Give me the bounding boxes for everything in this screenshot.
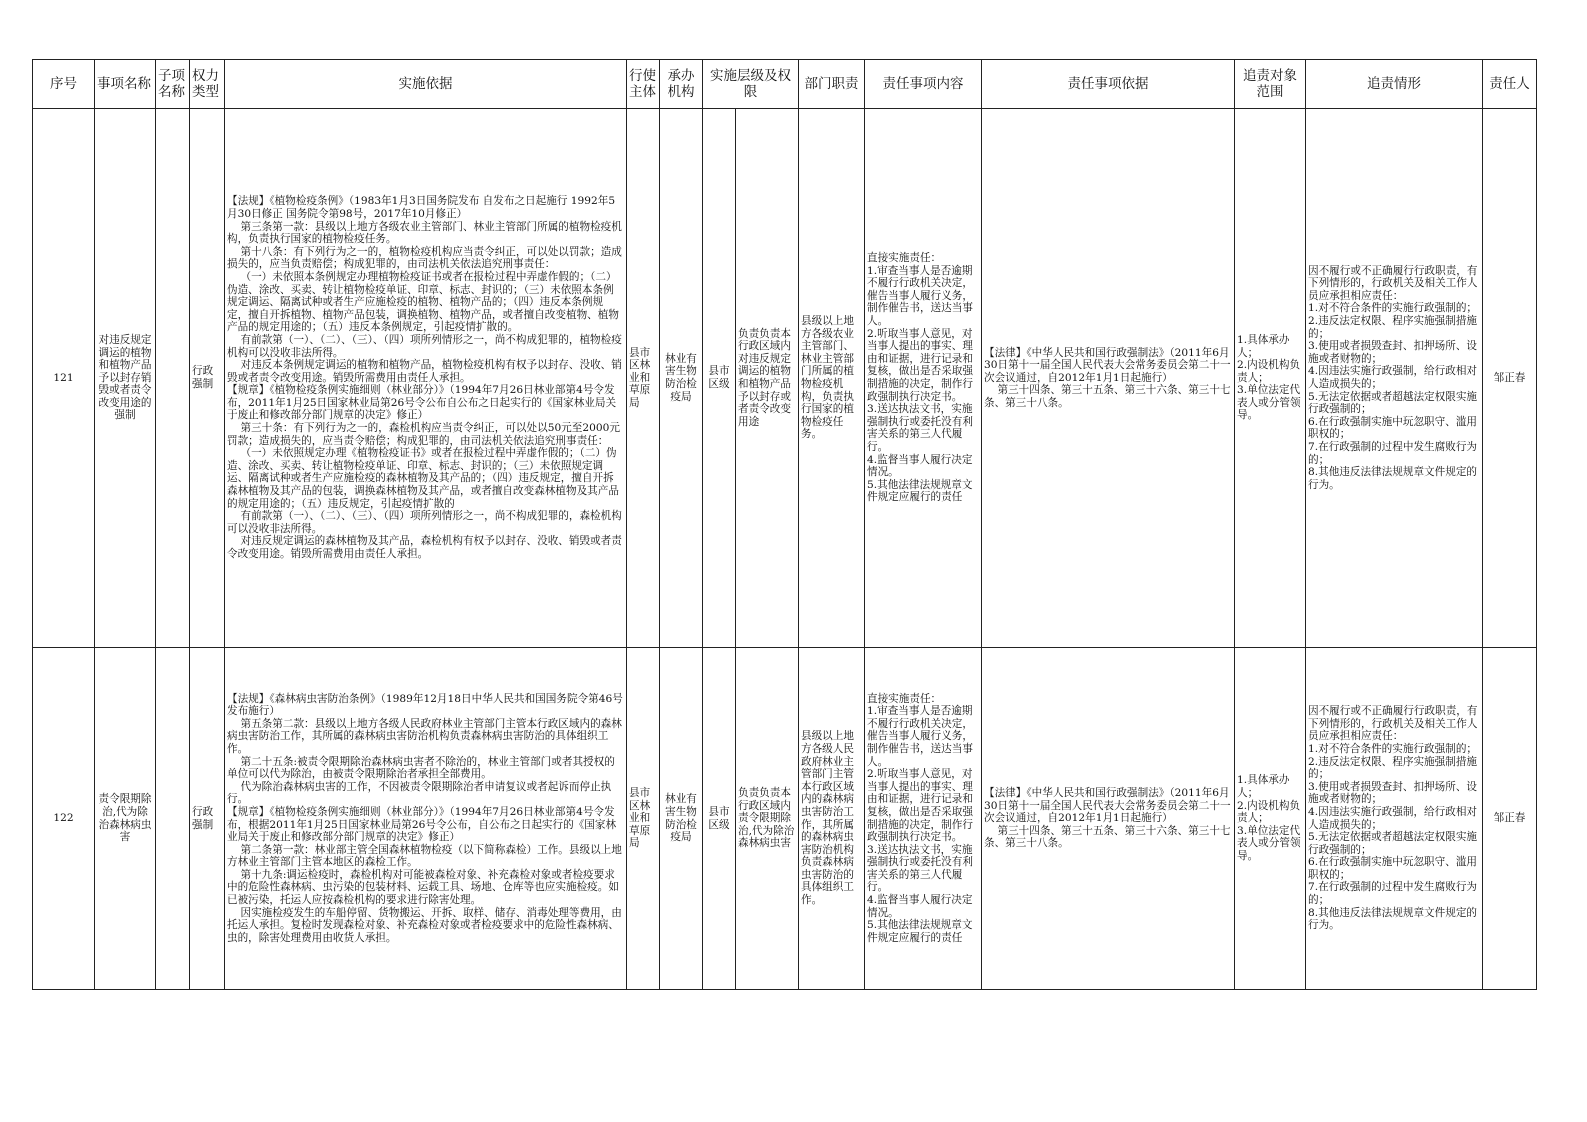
row-person: 邹正春	[1483, 109, 1537, 648]
row-item-name: 责令限期除治,代为除治森林病虫害	[95, 648, 156, 990]
row-seq: 122	[33, 648, 95, 990]
header-sub-item: 子项名称	[156, 60, 190, 109]
header-row	[33, 60, 1537, 109]
row-situation: 因不履行或不正确履行行政职责，有下列情形的，行政机关及相关工作人员应承担相应责任： 1.对不符合条件的实施行政强制的； 2.违反法定权限、程序实施强制措施的； 3.使用或者损毁查封、扣押场所、设施或者财物的； 4.因违法实施行政强制，给行政相对人造成损失的； 5.无法定依据或者超越法定权限实施行政强制的； 6.在行政强制实施中玩忽职守、滥用职权的； 7.在行政强制的过程中发生腐败行为的； 8.其他违反法律法规规章文件规定的行为。	[1306, 109, 1483, 648]
row-target: 1.具体承办人； 2.内设机构负责人； 3.单位法定代表人或分管领导。	[1235, 648, 1306, 990]
row-resp-basis: 【法律】《中华人民共和国行政强制法》（2011年6月30日第十一届全国人民代表大会常务委员会第二十一次会议通过，自2012年1月1日起施行） 第三十四条、第三十五条、第三十六条、第三十七条、第三十八条。	[982, 648, 1235, 990]
row-power-type: 行政强制	[190, 109, 225, 648]
row-sub-item	[156, 648, 190, 990]
header-situation: 追责情形	[1306, 60, 1483, 109]
header-level: 实施层级及权限	[703, 60, 799, 109]
row-situation: 因不履行或不正确履行行政职责，有下列情形的，行政机关及相关工作人员应承担相应责任： 1.对不符合条件的实施行政强制的； 2.违反法定权限、程序实施强制措施的； 3.使用或者损毁查封、扣押场所、设施或者财物的； 4.因违法实施行政强制，给行政相对人造成损失的； 5.无法定依据或者超越法定权限实施行政强制的； 6.在行政强制实施中玩忽职守、滥用职权的； 7.在行政强制的过程中发生腐败行为的； 8.其他违反法律法规规章文件规定的行为。	[1306, 648, 1483, 990]
header-undertaker: 承办机构	[660, 60, 703, 109]
row-level: 县市区级	[703, 109, 736, 648]
row-seq: 121	[33, 109, 95, 648]
row-level: 县市区级	[703, 648, 736, 990]
header-resp-content: 责任事项内容	[865, 60, 982, 109]
table-row	[33, 648, 1537, 990]
row-authority: 负责负责本行政区域内责令限期除治,代为除治森林病虫害	[736, 648, 799, 990]
header-duty: 部门职责	[799, 60, 865, 109]
header-resp-basis: 责任事项依据	[982, 60, 1235, 109]
table-row	[33, 109, 1537, 648]
row-item-name: 对违反规定调运的植物和植物产品予以封存销毁或者责令改变用途的强制	[95, 109, 156, 648]
row-subject: 县市区林业和草原局	[627, 648, 660, 990]
row-undertaker: 林业有害生物防治检疫局	[660, 109, 703, 648]
row-basis: 【法规】《植物检疫条例》（1983年1月3日国务院发布 自发布之日起施行 1992年5月30日修正 国务院令第98号，2017年10月修正） 第三条第一款：县级以上地方各级农业主管部门、林业主管部门所属的植物检疫机构，负责执行国家的植物检疫任务。 第十八条：有下列行为之一的，植物检疫机构应当责令纠正，可以处以罚款；造成损失的，应当负责赔偿；构成犯罪的，由司法机关依法追究刑事责任： （一）未依照本条例规定办理植物检疫证书或者在报检过程中弄虚作假的；（二）伪造、涂改、买卖、转让植物检疫单证、印章、标志、封识的；（三）未依照本条例规定调运、隔离试种或者生产应施检疫的植物、植物产品的；（四）违反本条例规定，擅自开拆植物、植物产品包装，调换植物、植物产品，或者擅自改变植物、植物产品的规定用途的；（五）违反本条例规定，引起疫情扩散的。 有前款第（一）、（二）、（三）、（四）项所列情形之一，尚不构成犯罪的，植物检疫机构可以没收非法所得。 对违反本条例规定调运的植物和植物产品，植物检疫机构有权予以封存、没收、销毁或者责令改变用途。销毁所需费用由责任人承担。 【规章】《植物检疫条例实施细则（林业部分）》（1994年7月26日林业部第4号令发布，2011年1月25日国家林业局第26号令公布自公布之日起实行的《国家林业局关于废止和修改部分部门规章的决定》修正） 第三十条：有下列行为之一的，森检机构应当责令纠正，可以处以50元至2000元罚款；造成损失的，应当责令赔偿；构成犯罪的，由司法机关依法追究刑事责任： （一）未依照规定办理《植物检疫证书》或者在报检过程中弄虚作假的；（二）伪造、涂改、买卖、转让植物检疫单证、印章、标志、封识的；（三）未依照规定调运、隔离试种或者生产应施检疫的森林植物及其产品的；（四）违反规定，擅自开拆森林植物及其产品的包装，调换森林植物及其产品，或者擅自改变森林植物及其产品的规定用途的；（五）违反规定，引起疫情扩散的 有前款第（一）、（二）、（三）、（四）项所列情形之一，尚不构成犯罪的，森检机构可以没收非法所得。 对违反规定调运的森林植物及其产品，森检机构有权予以封存、没收、销毁或者责令改变用途。销毁所需费用由责任人承担。	[225, 109, 627, 648]
row-target: 1.具体承办人； 2.内设机构负责人； 3.单位法定代表人或分管领导。	[1235, 109, 1306, 648]
row-duty: 县级以上地方各级人民政府林业主管部门主管本行政区域内的森林病虫害防治工作，其所属的森林病虫害防治机构负责森林病虫害防治的具体组织工作。	[799, 648, 865, 990]
row-undertaker: 林业有害生物防治检疫局	[660, 648, 703, 990]
header-basis: 实施依据	[225, 60, 627, 109]
header-power-type: 权力类型	[190, 60, 225, 109]
row-power-type: 行政强制	[190, 648, 225, 990]
header-person: 责任人	[1483, 60, 1537, 109]
header-target: 追责对象范围	[1235, 60, 1306, 109]
row-resp-basis: 【法律】《中华人民共和国行政强制法》（2011年6月30日第十一届全国人民代表大会常务委员会第二十一次会议通过，自2012年1月1日起施行） 第三十四条、第三十五条、第三十六条、第三十七条、第三十八条。	[982, 109, 1235, 648]
row-person: 邹正春	[1483, 648, 1537, 990]
row-basis: 【法规】《森林病虫害防治条例》（1989年12月18日中华人民共和国国务院令第46号发布施行） 第五条第二款：县级以上地方各级人民政府林业主管部门主管本行政区域内的森林病虫害防治工作，其所属的森林病虫害防治机构负责森林病虫害防治的具体组织工作。 第二十五条:被责令限期除治森林病虫害者不除治的，林业主管部门或者其授权的单位可以代为除治，由被责令限期除治者承担全部费用。 代为除治森林病虫害的工作，不因被责令限期除治者申请复议或者起诉而停止执行。 【规章】《植物检疫条例实施细则（林业部分）》（1994年7月26日林业部第4号令发布，根据2011年1月25日国家林业局第26号令公布，自公布之日起实行的《国家林业局关于废止和修改部分部门规章的决定》修正） 第二条第一款：林业部主管全国森林植物检疫（以下简称森检）工作。县级以上地方林业主管部门主管本地区的森检工作。 第十九条:调运检疫时，森检机构对可能被森检对象、补充森检对象或者检疫要求中的危险性森林病、虫污染的包装材料、运载工具、场地、仓库等也应实施检疫。如已被污染，托运人应按森检机构的要求进行除害处理。 因实施检疫发生的车船停留、货物搬运、开拆、取样、储存、消毒处理等费用，由托运人承担。复检时发现森检对象、补充森检对象或者检疫要求中的危险性森林病、虫的，除害处理费用由收货人承担。	[225, 648, 627, 990]
row-subject: 县市区林业和草原局	[627, 109, 660, 648]
row-duty: 县级以上地方各级农业主管部门、林业主管部门所属的植物检疫机构，负责执行国家的植物检疫任务。	[799, 109, 865, 648]
row-sub-item	[156, 109, 190, 648]
responsibility-table	[32, 59, 1537, 990]
header-item-name: 事项名称	[95, 60, 156, 109]
header-seq: 序号	[33, 60, 95, 109]
row-resp-content: 直接实施责任： 1.审查当事人是否逾期不履行行政机关决定，催告当事人履行义务，制作催告书，送达当事人。 2.听取当事人意见，对当事人提出的事实、理由和证据，进行记录和复核，做出是否采取强制措施的决定，制作行政强制执行决定书。 3.送达执法文书，实施强制执行或委托没有利害关系的第三人代履行。 4.监督当事人履行决定情况。 5.其他法律法规规章文件规定应履行的责任	[865, 648, 982, 990]
row-resp-content: 直接实施责任： 1.审查当事人是否逾期不履行行政机关决定，催告当事人履行义务，制作催告书，送达当事人。 2.听取当事人意见，对当事人提出的事实、理由和证据，进行记录和复核，做出是否采取强制措施的决定，制作行政强制执行决定书。 3.送达执法文书，实施强制执行或委托没有利害关系的第三人代履行。 4.监督当事人履行决定情况。 5.其他法律法规规章文件规定应履行的责任	[865, 109, 982, 648]
row-authority: 负责负责本行政区域内对违反规定调运的植物和植物产品予以封存或者责令改变用途	[736, 109, 799, 648]
header-subject: 行使主体	[627, 60, 660, 109]
